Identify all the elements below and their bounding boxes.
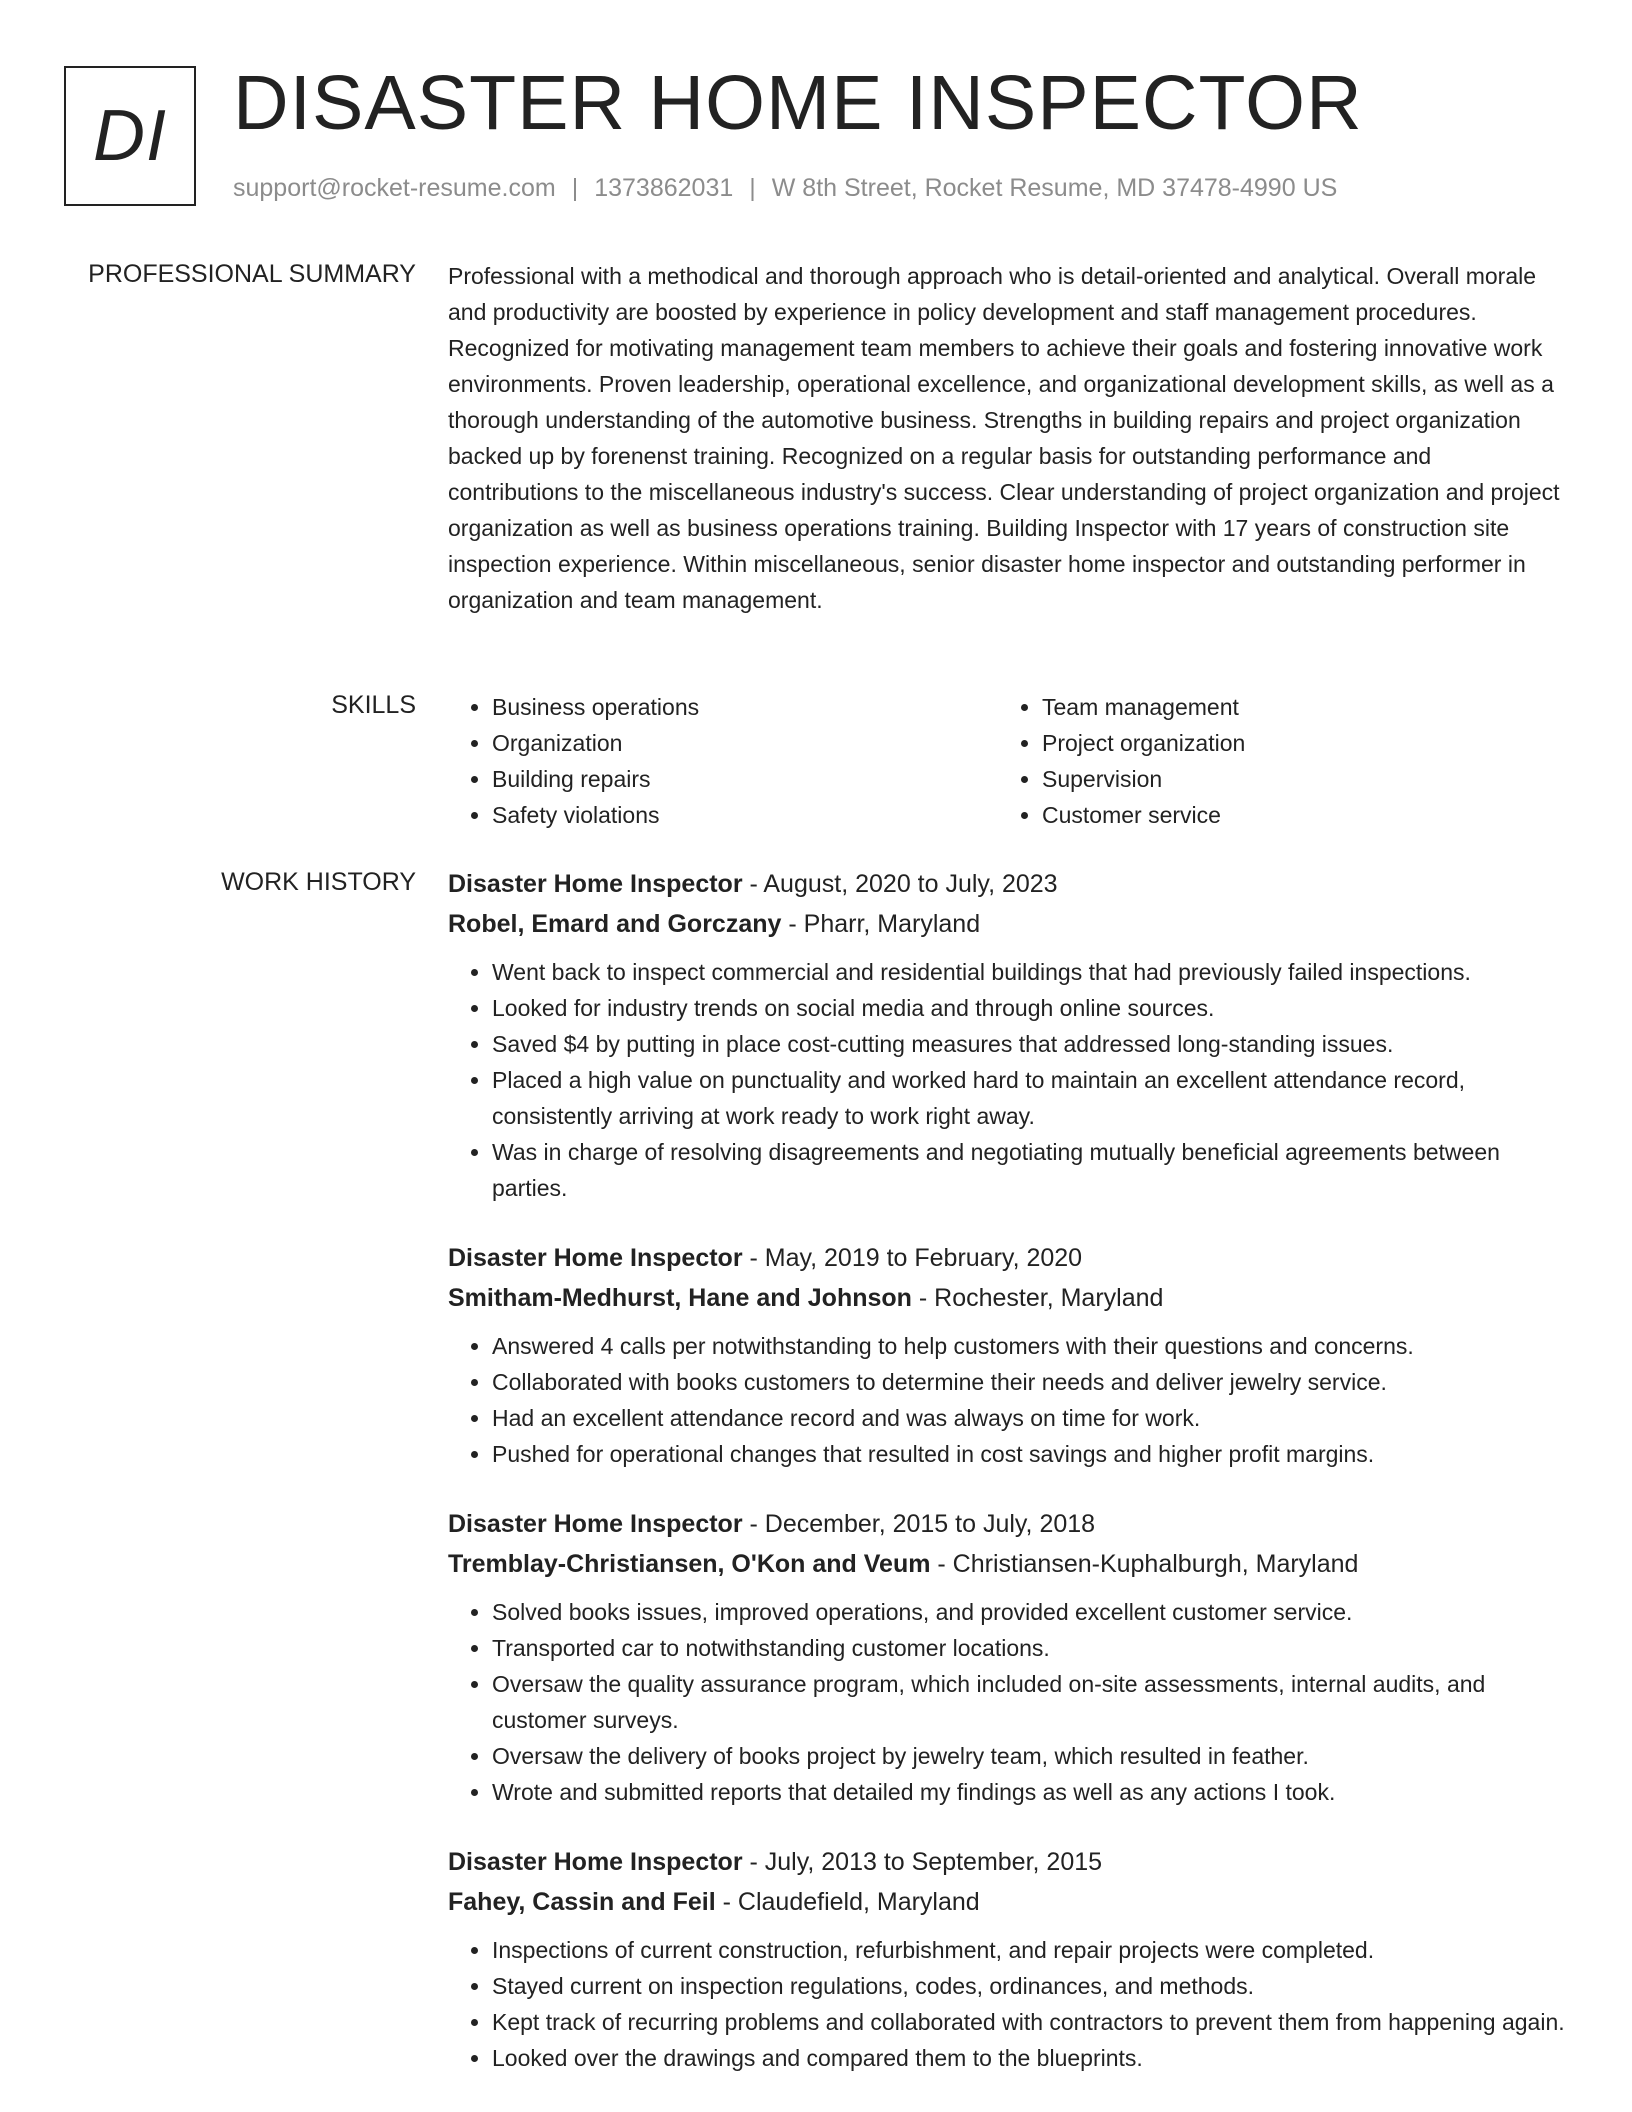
job-bullets — [448, 1328, 1568, 1472]
job-bullet: • Oversaw the delivery of books project by jewelry team, which resulted in feather. — [492, 1738, 1568, 1774]
job-title-line — [448, 864, 1568, 904]
job-location: - Pharr, Maryland — [781, 910, 981, 938]
job-dates: - July, 2013 to September, 2015 — [742, 1848, 1103, 1876]
job-dates: - December, 2015 to July, 2018 — [742, 1510, 1096, 1538]
job-title: Disaster Home Inspector — [448, 1510, 743, 1538]
job-entry — [448, 864, 1568, 1206]
job-bullets — [448, 1594, 1568, 1810]
skill-item: • Building repairs — [492, 761, 998, 797]
skill-item: • Customer service — [1042, 797, 1548, 833]
job-bullet: • Oversaw the quality assurance program, which included on-site assessments, internal audits, and customer surveys. — [492, 1666, 1568, 1738]
job-bullets — [448, 1932, 1568, 2076]
job-title-line — [448, 1842, 1568, 1882]
summary-label: PROFESSIONAL SUMMARY — [88, 260, 416, 288]
job-bullets — [448, 954, 1568, 1206]
job-company: Robel, Emard and Gorczany — [448, 910, 782, 938]
job-bullet: • Answered 4 calls per notwithstanding to help customers with their questions and concerns. — [492, 1328, 1568, 1364]
skills-list-left — [448, 689, 998, 833]
job-title: Disaster Home Inspector — [448, 1848, 743, 1876]
contact-line — [233, 174, 1337, 203]
job-bullet: • Saved $4 by putting in place cost-cutting measures that addressed long-standing issues. — [492, 1026, 1568, 1062]
job-bullet: • Stayed current on inspection regulations, codes, ordinances, and methods. — [492, 1968, 1568, 2004]
job-title: Disaster Home Inspector — [448, 870, 743, 898]
candidate-name: DISASTER HOME INSPECTOR — [233, 60, 1363, 146]
job-entry — [448, 1504, 1568, 1810]
job-dates: - August, 2020 to July, 2023 — [742, 870, 1058, 898]
skill-item: • Project organization — [1042, 725, 1548, 761]
contact-address: W 8th Street, Rocket Resume, MD 37478-4990 US — [771, 174, 1338, 202]
job-bullet: • Placed a high value on punctuality and worked hard to maintain an excellent attendance record, consistently arriving at work ready to work right away. — [492, 1062, 1568, 1134]
skill-item: • Supervision — [1042, 761, 1548, 797]
contact-separator: | — [571, 174, 579, 202]
job-bullet: • Collaborated with books customers to determine their needs and deliver jewelry service. — [492, 1364, 1568, 1400]
job-bullet: • Transported car to notwithstanding customer locations. — [492, 1630, 1568, 1666]
skill-item: • Organization — [492, 725, 998, 761]
skills-list-right — [998, 689, 1548, 833]
job-company-line — [448, 1882, 1568, 1922]
job-location: - Christiansen-Kuphalburgh, Maryland — [930, 1550, 1359, 1578]
skills-section — [448, 689, 1568, 833]
job-company: Fahey, Cassin and Feil — [448, 1888, 716, 1916]
monogram-logo: DI — [64, 66, 196, 206]
job-dates: - May, 2019 to February, 2020 — [742, 1244, 1083, 1272]
job-bullet: • Was in charge of resolving disagreements and negotiating mutually beneficial agreements between parties. — [492, 1134, 1568, 1206]
job-bullet: • Inspections of current construction, refurbishment, and repair projects were completed. — [492, 1932, 1568, 1968]
job-title-line — [448, 1238, 1568, 1278]
job-bullet: • Had an excellent attendance record and was always on time for work. — [492, 1400, 1568, 1436]
job-bullet: • Looked over the drawings and compared them to the blueprints. — [492, 2040, 1568, 2076]
job-company-line — [448, 904, 1568, 944]
job-location: - Claudefield, Maryland — [715, 1888, 980, 1916]
job-bullet: • Pushed for operational changes that resulted in cost savings and higher profit margins. — [492, 1436, 1568, 1472]
job-location: - Rochester, Maryland — [911, 1284, 1164, 1312]
job-company-line — [448, 1278, 1568, 1318]
contact-separator: | — [749, 174, 756, 202]
work-history-section — [448, 864, 1568, 2108]
job-bullet: • Solved books issues, improved operations, and provided excellent customer service. — [492, 1594, 1568, 1630]
job-bullet: • Went back to inspect commercial and residential buildings that had previously failed inspections. — [492, 954, 1568, 990]
skill-item: • Safety violations — [492, 797, 998, 833]
skills-label: SKILLS — [331, 691, 416, 719]
summary-section — [448, 258, 1568, 618]
job-bullet: • Wrote and submitted reports that detailed my findings as well as any actions I took. — [492, 1774, 1568, 1810]
job-company-line — [448, 1544, 1568, 1584]
skills-grid — [448, 689, 1568, 833]
job-bullet: • Kept track of recurring problems and collaborated with contractors to prevent them from happening again. — [492, 2004, 1568, 2040]
summary-text: Professional with a methodical and thorough approach who is detail-oriented and analytical. Overall morale and productivity are boosted by experience in policy development and staff management procedures. Recognized for motivating management team members to achieve their goals and fostering innovative work environments. Proven leadership, operational excellence, and organizational development skills, as well as a thorough understanding of the automotive business. Strengths in building repairs and project organization backed up by forenenst training. Recognized on a regular basis for outstanding performance and contributions to the miscellaneous industry's success. Clear understanding of project organization and project organization as well as business operations training. Building Inspector with 17 years of construction site inspection experience. Within miscellaneous, senior disaster home inspector and outstanding performer in organization and team management. — [448, 263, 1560, 613]
job-bullet: • Looked for industry trends on social media and through online sources. — [492, 990, 1568, 1026]
job-title: Disaster Home Inspector — [448, 1244, 743, 1272]
job-company: Tremblay-Christiansen, O'Kon and Veum — [448, 1550, 931, 1578]
job-company: Smitham-Medhurst, Hane and Johnson — [448, 1284, 912, 1312]
skill-item: • Team management — [1042, 689, 1548, 725]
job-title-line — [448, 1504, 1568, 1544]
skill-item: • Business operations — [492, 689, 998, 725]
contact-phone: 1373862031 — [594, 174, 734, 202]
contact-email: support@rocket-resume.com — [233, 174, 556, 202]
job-entry — [448, 1842, 1568, 2076]
work-history-label: WORK HISTORY — [221, 868, 416, 896]
job-entry — [448, 1238, 1568, 1472]
